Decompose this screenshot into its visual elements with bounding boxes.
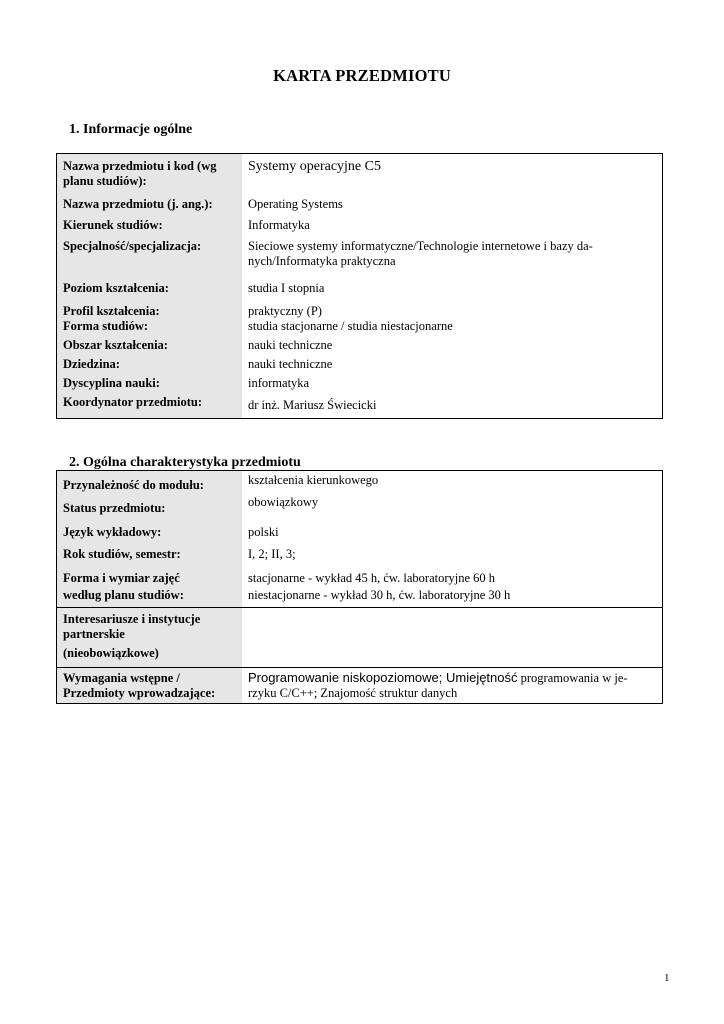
row-label: Dziedzina: bbox=[57, 357, 243, 376]
row-label: Język wykładowy: bbox=[57, 519, 243, 542]
table-row bbox=[57, 215, 663, 236]
row-label: Forma studiów: bbox=[57, 319, 243, 338]
table-row bbox=[57, 586, 663, 608]
row-label: Przynależność do modułu: bbox=[57, 471, 243, 495]
row-value: Sieciowe systemy informatyczne/Technologie internetowe i bazy da-nych/Informatyka praktyczna bbox=[248, 238, 593, 268]
table-row bbox=[57, 319, 663, 338]
row-value bbox=[242, 646, 663, 668]
row-label: Nazwa przedmiotu (j. ang.): bbox=[57, 194, 243, 215]
row-value: I, 2; II, 3; bbox=[248, 546, 296, 561]
table-row bbox=[57, 338, 663, 357]
row-value-sans-part: Programowanie niskopoziomowe; Umiejętność bbox=[248, 670, 518, 685]
table-row bbox=[57, 395, 663, 419]
row-value-serif-part: programowania w je-rzyku C/C++; Znajomość struktur danych bbox=[248, 671, 628, 700]
table-row bbox=[57, 542, 663, 565]
page-number: 1 bbox=[664, 972, 670, 984]
row-value: Operating Systems bbox=[248, 196, 343, 211]
row-label: Interesariusze i instytucje partnerskie bbox=[57, 608, 243, 646]
table-row bbox=[57, 495, 663, 519]
row-value: kształcenia kierunkowego bbox=[248, 473, 379, 487]
row-value bbox=[242, 668, 663, 704]
row-label: Forma i wymiar zajęć bbox=[57, 565, 243, 586]
row-value: nauki techniczne bbox=[248, 337, 333, 352]
table-row bbox=[57, 608, 663, 646]
document-title: KARTA PRZEDMIOTU bbox=[273, 66, 451, 85]
row-label: Dyscyplina nauki: bbox=[57, 376, 243, 395]
row-value: dr inż. Mariusz Świecicki bbox=[248, 397, 377, 412]
table-row bbox=[57, 376, 663, 395]
table-row bbox=[57, 300, 663, 319]
row-label: Obszar kształcenia: bbox=[57, 338, 243, 357]
row-value: studia I stopnia bbox=[248, 280, 325, 295]
row-value: niestacjonarne - wykład 30 h, ćw. laboratoryjne 30 h bbox=[248, 587, 511, 602]
row-label: Kierunek studiów: bbox=[57, 215, 243, 236]
table-row bbox=[57, 357, 663, 376]
row-label: (nieobowiązkowe) bbox=[57, 646, 243, 668]
row-value: Informatyka bbox=[248, 217, 310, 232]
row-value: polski bbox=[248, 524, 279, 539]
row-label: Rok studiów, semestr: bbox=[57, 542, 243, 565]
row-value: stacjonarne - wykład 45 h, ćw. laboratoryjne 60 h bbox=[248, 570, 496, 585]
row-value: studia stacjonarne / studia niestacjonarne bbox=[248, 318, 453, 333]
table-row bbox=[57, 565, 663, 586]
general-info-table bbox=[56, 153, 663, 419]
table-row bbox=[57, 646, 663, 668]
row-value: obowiązkowy bbox=[248, 494, 319, 509]
row-label: Specjalność/specjalizacja: bbox=[57, 236, 243, 277]
row-value: Systemy operacyjne C5 bbox=[248, 159, 381, 174]
row-label: Wymagania wstępne / Przedmioty wprowadzające: bbox=[57, 668, 243, 704]
table-row bbox=[57, 471, 663, 495]
row-label: Nazwa przedmiotu i kod (wg planu studiów): bbox=[57, 154, 243, 194]
row-label: Poziom kształcenia: bbox=[57, 277, 243, 300]
row-label: Profil kształcenia: bbox=[57, 300, 243, 319]
characteristics-table bbox=[56, 470, 663, 704]
table-row bbox=[57, 154, 663, 194]
table-row bbox=[57, 277, 663, 300]
table-row bbox=[57, 519, 663, 542]
row-label: Koordynator przedmiotu: bbox=[57, 395, 243, 419]
row-label: Status przedmiotu: bbox=[57, 495, 243, 519]
table-row bbox=[57, 236, 663, 277]
row-value: praktyczny (P) bbox=[248, 303, 322, 318]
section-heading-general-info: 1. Informacje ogólne bbox=[69, 122, 193, 137]
row-value: informatyka bbox=[248, 375, 310, 390]
row-label: według planu studiów: bbox=[57, 586, 243, 608]
table-row bbox=[57, 668, 663, 704]
row-value: nauki techniczne bbox=[248, 356, 333, 371]
row-value bbox=[242, 608, 663, 646]
section-heading-characteristics: 2. Ogólna charakterystyka przedmiotu bbox=[69, 455, 301, 470]
table-row bbox=[57, 194, 663, 215]
